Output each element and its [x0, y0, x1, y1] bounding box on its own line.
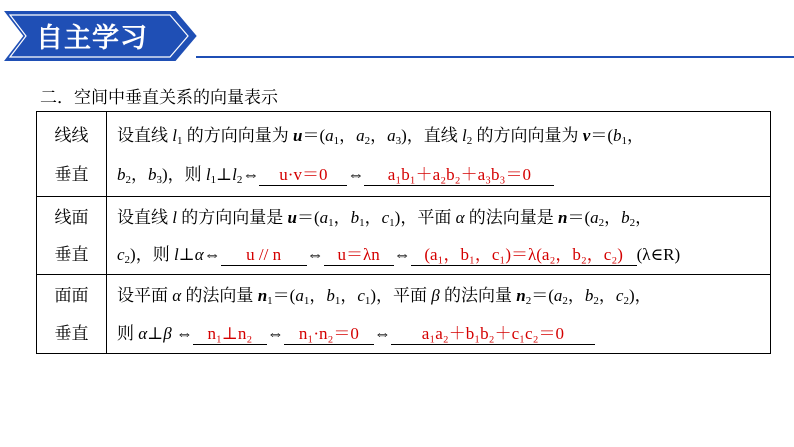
content-line: $c_2$)，则 l⊥α⇔ u // n ⇔ u＝λn ⇔ (a₁，b₁，c₁)＝λ(a₂，b₂，c₂) (λ∈R) [117, 240, 680, 266]
content-line: 则 α⊥β ⇔ n₁⊥n₂ ⇔ n₁·n₂＝0 ⇔ a₁a₂＋b₁b₂＋c₁c₂＝0 [117, 319, 595, 345]
row-header-line: 垂直 [54, 245, 89, 264]
answer-blank: u // n [221, 245, 307, 266]
answer-blank: u＝λn [324, 240, 394, 266]
answer-blank: u·v＝0 [259, 160, 347, 186]
perpendicular-relations-table [36, 111, 771, 354]
equivalence-symbol: ⇔ [393, 245, 411, 264]
row-header [37, 112, 107, 196]
row-header-line: 面面 [54, 286, 89, 305]
equivalence-symbol: ⇔ [306, 245, 324, 264]
row-header-line: 垂直 [54, 324, 89, 343]
equivalence-symbol: ⇔ [347, 165, 365, 184]
row-header [37, 274, 107, 354]
section-heading: 二．空间中垂直关系的向量表示 [40, 88, 278, 108]
row-content [117, 274, 764, 354]
answer-blank: n₁⊥n₂ [193, 324, 267, 345]
banner-title: 自主学习 [36, 23, 148, 54]
row-header-line: 线面 [54, 208, 89, 227]
content-line: $b_2$，$b_3$)，则 $l_1\perp l_2\Leftrightarrow$ u·v＝0 ⇔ a₁b₁＋a₂b₂＋a₃b₃＝0 [117, 160, 554, 186]
equivalence-symbol: ⇔ [373, 324, 391, 343]
content-line: 设直线 l 的方向向量是 $u=(a_1$，$b_1$，$c_1$)，平面 α 的法向量是 $n=(a_2$，$b_2$， [117, 208, 653, 229]
header-rule [196, 56, 794, 58]
row-header-line: 线线 [54, 126, 89, 145]
table-row [37, 112, 770, 197]
equivalence-symbol: ⇔ [266, 324, 284, 343]
condition-suffix: (λ∈R) [636, 245, 681, 264]
table-row [37, 274, 770, 354]
row-content [117, 112, 764, 196]
row-header [37, 196, 107, 274]
table-row [37, 196, 770, 275]
answer-blank: a₁b₁＋a₂b₂＋a₃b₃＝0 [364, 160, 554, 186]
row-header-line: 垂直 [54, 165, 89, 184]
content-line: 设直线 $l_1$ 的方向向量为 $u=(a_1$，$a_2$，$a_3$)，直线 $l_2$ 的方向向量为 $v=(b_1$， [117, 126, 644, 147]
answer-blank: n₁·n₂＝0 [284, 319, 374, 345]
answer-blank: (a₁，b₁，c₁)＝λ(a₂，b₂，c₂) [411, 240, 637, 266]
answer-blank: a₁a₂＋b₁b₂＋c₁c₂＝0 [391, 319, 595, 345]
content-line: 设平面 α 的法向量 $n_1=(a_1$，$b_1$，$c_1$)，平面 β 的法向量 $n_2=(a_2$，$b_2$，$c_2$)， [117, 286, 652, 307]
row-content [117, 196, 764, 274]
